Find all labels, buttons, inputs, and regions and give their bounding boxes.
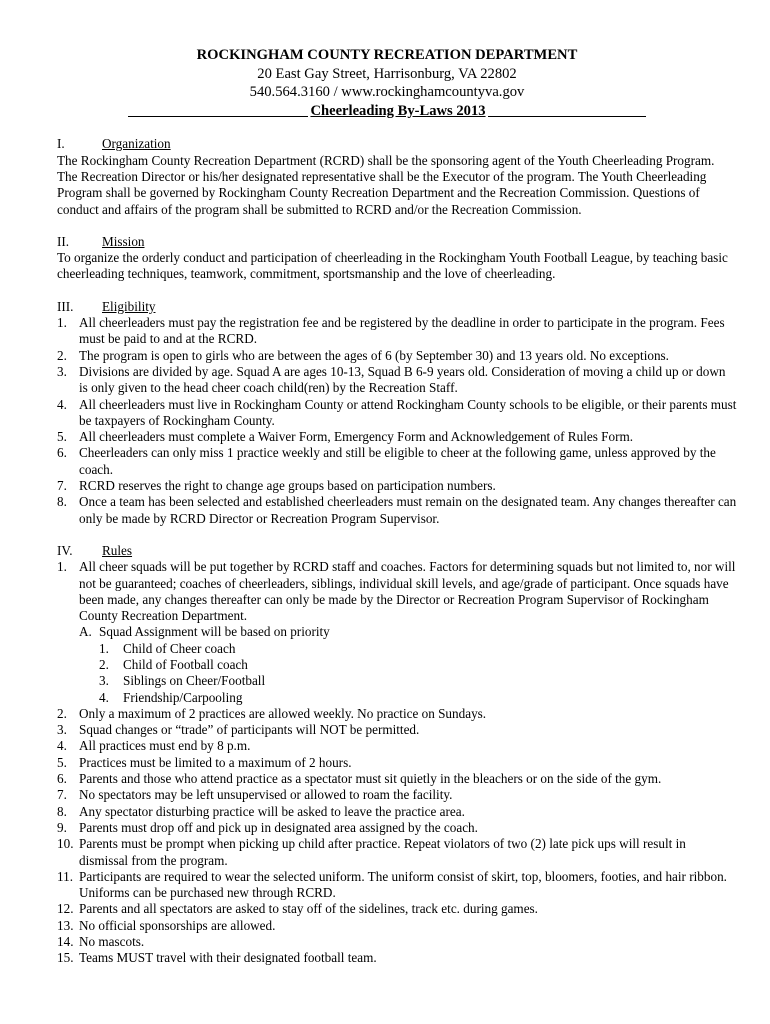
section-heading bbox=[57, 234, 737, 250]
list-item bbox=[57, 348, 737, 364]
priority-number: 2. bbox=[99, 656, 109, 672]
rules-list bbox=[57, 559, 737, 624]
item-number: 9. bbox=[57, 819, 67, 835]
priority-text: Siblings on Cheer/Football bbox=[123, 673, 266, 689]
item-number: 6. bbox=[57, 771, 67, 787]
bylaws-title-line bbox=[57, 102, 717, 121]
priority-list bbox=[99, 641, 737, 706]
list-item bbox=[57, 869, 737, 902]
section-text: The Rockingham County Recreation Department (RCRD) shall be the sponsoring agent of the Youth Cheerleading Program. The Recreation Director or his/her designated representative shall be the Executor of the program. The Youth Cheerleading Program shall be governed by Rockingham County Recreation Department and the Recreation Commission. Questions of conduct and affairs of the program shall be submitted to RCRD and/or the Recreation Commission. bbox=[57, 152, 715, 217]
priority-text: Child of Football coach bbox=[123, 656, 248, 672]
contact-info: 540.564.3160 / www.rockinghamcountyva.gov bbox=[249, 84, 525, 101]
list-item bbox=[57, 804, 737, 820]
item-text: Parents must drop off and pick up in designated area assigned by the coach. bbox=[79, 819, 478, 835]
section-heading bbox=[57, 136, 737, 152]
list-item bbox=[57, 445, 737, 478]
priority-number: 1. bbox=[99, 640, 109, 656]
item-text: Divisions are divided by age. Squad A are ages 10-13, Squad B 6-9 years old. Consideration of moving a child up or down is only given to the head cheer coach child(ren) by the Recreation Staff. bbox=[79, 363, 726, 396]
item-number: 5. bbox=[57, 429, 67, 445]
item-text: Parents and those who attend practice as a spectator must sit quietly in the bleachers or on the side of the gym. bbox=[79, 771, 662, 787]
item-text: Cheerleaders can only miss 1 practice weekly and still be eligible to cheer at the following game, unless approved by the coach. bbox=[79, 445, 716, 477]
list-item bbox=[57, 706, 737, 722]
list-item bbox=[57, 836, 737, 869]
item-text: Squad changes or “trade” of participants will NOT be permitted. bbox=[79, 722, 420, 738]
list-item bbox=[57, 722, 737, 738]
item-number: 1. bbox=[57, 559, 67, 575]
item-number: 12. bbox=[57, 901, 74, 917]
item-number: 3. bbox=[57, 722, 67, 738]
section-text: To organize the orderly conduct and participation of cheerleading in the Rockingham Youth Football League, by teaching basic cheerleading techniques, teamwork, commitment, sportsmanship and the love of cheerleading. bbox=[57, 250, 728, 282]
section-title: Eligibility bbox=[102, 298, 156, 314]
section-title: Rules bbox=[102, 542, 133, 558]
sub-item-letter: A. bbox=[79, 624, 92, 640]
list-item bbox=[57, 559, 737, 624]
item-text: Parents and all spectators are asked to stay off of the sidelines, track etc. during games. bbox=[79, 901, 538, 917]
section-number: IV. bbox=[57, 542, 73, 558]
item-number: 8. bbox=[57, 803, 67, 819]
item-number: 2. bbox=[57, 705, 67, 721]
priority-text: Child of Cheer coach bbox=[123, 640, 236, 656]
list-item bbox=[57, 950, 737, 966]
item-number: 11. bbox=[57, 868, 73, 884]
list-item bbox=[57, 901, 737, 917]
title-rule-right bbox=[488, 116, 646, 117]
item-text: No official sponsorships are allowed. bbox=[79, 917, 276, 933]
list-item bbox=[57, 429, 737, 445]
item-text: Practices must be limited to a maximum of 2 hours. bbox=[79, 754, 352, 770]
item-text: Teams MUST travel with their designated football team. bbox=[79, 950, 377, 966]
list-item bbox=[57, 738, 737, 754]
section-mission bbox=[57, 234, 737, 283]
rules-list-continued bbox=[57, 706, 737, 967]
title-rule-left bbox=[128, 116, 308, 117]
list-item bbox=[57, 755, 737, 771]
section-organization bbox=[57, 136, 737, 217]
list-item bbox=[57, 934, 737, 950]
priority-number: 4. bbox=[99, 689, 109, 705]
document-title: Cheerleading By-Laws 2013 bbox=[310, 102, 486, 119]
list-item bbox=[57, 478, 737, 494]
item-number: 1. bbox=[57, 315, 67, 331]
item-text: Any spectator disturbing practice will be asked to leave the practice area. bbox=[79, 803, 465, 819]
item-text: All cheerleaders must complete a Waiver Form, Emergency Form and Acknowledgement of Rules Form. bbox=[79, 429, 634, 445]
list-item bbox=[57, 918, 737, 934]
item-number: 3. bbox=[57, 363, 67, 379]
item-text: All cheer squads will be put together by RCRD staff and coaches. Factors for determining squads but not limited to, nor will not be guaranteed; coaches of cheerleaders, siblings, individual skill levels, and age/grade of participant. Once squads have been made, any changes thereafter can only be made by the Director or Recreation Program Supervisor of Rockingham County Recreation Department. bbox=[79, 559, 736, 624]
list-item bbox=[57, 364, 737, 397]
item-text: The program is open to girls who are between the ages of 6 (by September 30) and 13 years old. No exceptions. bbox=[79, 347, 669, 363]
list-item bbox=[57, 820, 737, 836]
item-number: 6. bbox=[57, 445, 67, 461]
item-number: 4. bbox=[57, 738, 67, 754]
list-item bbox=[57, 494, 737, 527]
list-item bbox=[57, 315, 737, 348]
item-text: No mascots. bbox=[79, 934, 145, 950]
section-eligibility bbox=[57, 299, 737, 527]
list-item bbox=[57, 787, 737, 803]
document-header bbox=[57, 46, 717, 120]
priority-number: 3. bbox=[99, 673, 109, 689]
organization-name: ROCKINGHAM COUNTY RECREATION DEPARTMENT bbox=[196, 47, 578, 63]
squad-assignment-block bbox=[79, 624, 737, 640]
priority-item bbox=[99, 657, 737, 673]
priority-text: Friendship/Carpooling bbox=[123, 689, 243, 705]
item-text: No spectators may be left unsupervised or allowed to roam the facility. bbox=[79, 787, 453, 803]
item-number: 8. bbox=[57, 494, 67, 510]
list-item bbox=[57, 771, 737, 787]
item-number: 4. bbox=[57, 396, 67, 412]
list-item bbox=[57, 397, 737, 430]
section-heading bbox=[57, 543, 737, 559]
priority-item bbox=[99, 673, 737, 689]
item-number: 14. bbox=[57, 934, 74, 950]
item-text: Parents must be prompt when picking up child after practice. Repeat violators of two (2) late pick ups will result in dismissal from the program. bbox=[79, 836, 686, 868]
item-number: 13. bbox=[57, 917, 74, 933]
section-number: I. bbox=[57, 136, 65, 152]
section-number: III. bbox=[57, 298, 74, 314]
section-heading bbox=[57, 299, 737, 315]
item-text: All cheerleaders must pay the registration fee and be registered by the deadline in order to participate in the program. Fees must be paid to and at the RCRD. bbox=[79, 315, 725, 347]
section-rules bbox=[57, 543, 737, 967]
item-number: 5. bbox=[57, 754, 67, 770]
item-text: All cheerleaders must live in Rockingham County or attend Rockingham County schools to be eligible, or their parents must be taxpayers of Rockingham County. bbox=[79, 396, 737, 428]
sub-item bbox=[79, 624, 737, 640]
section-number: II. bbox=[57, 233, 70, 249]
address: 20 East Gay Street, Harrisonburg, VA 22802 bbox=[257, 65, 517, 82]
sub-item-text: Squad Assignment will be based on priority bbox=[99, 624, 330, 640]
item-text: Participants are required to wear the selected uniform. The uniform consist of skirt, top, bloomers, footies, and hair ribbon. Uniforms can be purchased new through RCRD. bbox=[79, 868, 727, 901]
item-text: Once a team has been selected and established cheerleaders must remain on the designated team. Any changes thereafter can only be made by RCRD Director or Recreation Program Supervisor. bbox=[79, 494, 737, 526]
item-text: All practices must end by 8 p.m. bbox=[79, 738, 251, 754]
eligibility-list bbox=[57, 315, 737, 527]
item-number: 15. bbox=[57, 950, 74, 966]
item-text: RCRD reserves the right to change age groups based on participation numbers. bbox=[79, 478, 496, 494]
section-title: Organization bbox=[102, 136, 171, 152]
item-number: 7. bbox=[57, 787, 67, 803]
priority-item bbox=[99, 690, 737, 706]
item-number: 7. bbox=[57, 478, 67, 494]
priority-item bbox=[99, 641, 737, 657]
section-title: Mission bbox=[102, 233, 145, 249]
item-number: 2. bbox=[57, 347, 67, 363]
item-number: 10. bbox=[57, 836, 74, 852]
item-text: Only a maximum of 2 practices are allowed weekly. No practice on Sundays. bbox=[79, 705, 487, 721]
